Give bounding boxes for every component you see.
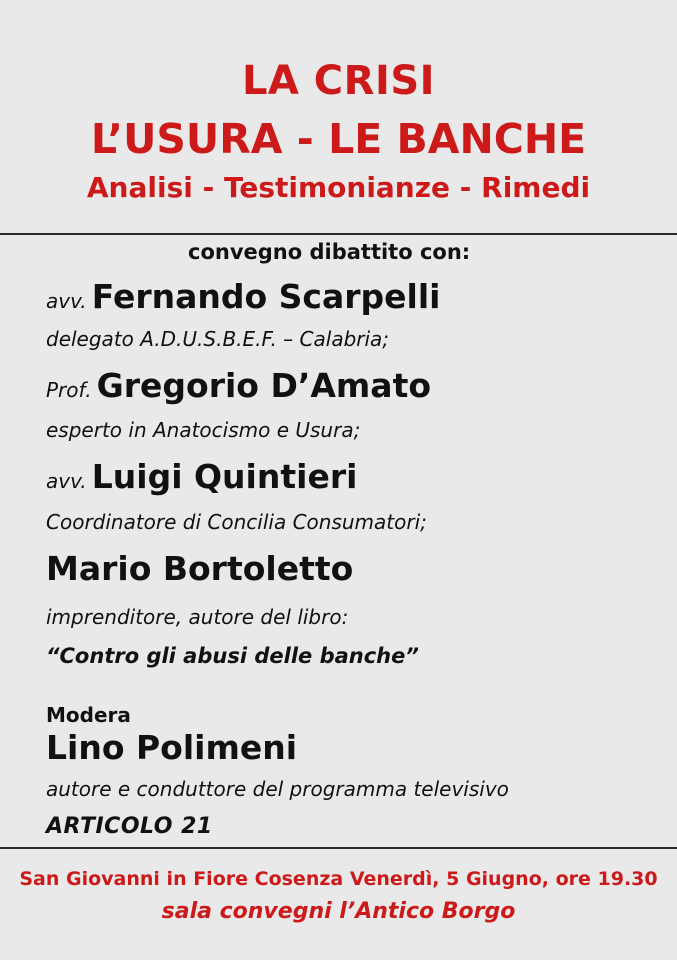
speaker-2-desc: esperto in Anatocismo e Usura; bbox=[46, 418, 361, 442]
intro-text: convegno dibattito con: bbox=[188, 240, 471, 264]
top-divider bbox=[0, 233, 677, 235]
subtitle: Analisi - Testimonianze - Rimedi bbox=[86, 171, 591, 204]
speaker-1 bbox=[46, 277, 440, 316]
program-name: ARTICOLO 21 bbox=[46, 814, 213, 839]
speaker-3-name: Luigi Quintieri bbox=[91, 457, 358, 496]
speaker-4-name: Mario Bortoletto bbox=[46, 549, 354, 588]
book-title: “Contro gli abusi delle banche” bbox=[46, 644, 419, 668]
speaker-3-desc: Coordinatore di Concilia Consumatori; bbox=[46, 510, 427, 534]
moderator-label: Modera bbox=[46, 703, 131, 727]
speaker-1-name: Fernando Scarpelli bbox=[91, 277, 441, 316]
event-title-block bbox=[0, 52, 677, 210]
speaker-2-name: Gregorio D’Amato bbox=[96, 366, 432, 405]
speaker-1-prefix: avv. bbox=[46, 289, 87, 313]
speaker-4 bbox=[46, 549, 353, 588]
speaker-1-desc: delegato A.D.U.S.B.E.F. – Calabria; bbox=[46, 327, 390, 351]
title-line-2: L’USURA - LE BANCHE bbox=[90, 115, 587, 163]
moderator-desc: autore e conduttore del programma televisivo bbox=[46, 777, 509, 801]
speaker-3-prefix: avv. bbox=[46, 469, 87, 493]
speaker-2-prefix: Prof. bbox=[46, 378, 92, 402]
event-venue: sala convegni l’Antico Borgo bbox=[161, 899, 516, 924]
title-line-1: LA CRISI bbox=[241, 58, 436, 104]
moderator-name: Lino Polimeni bbox=[46, 728, 298, 767]
speaker-2 bbox=[46, 366, 431, 405]
speaker-3 bbox=[46, 457, 357, 496]
speaker-4-desc: imprenditore, autore del libro: bbox=[46, 605, 349, 629]
bottom-divider bbox=[0, 847, 677, 849]
event-location-date: San Giovanni in Fiore Cosenza Venerdì, 5 Giugno, ore 19.30 bbox=[19, 868, 658, 890]
